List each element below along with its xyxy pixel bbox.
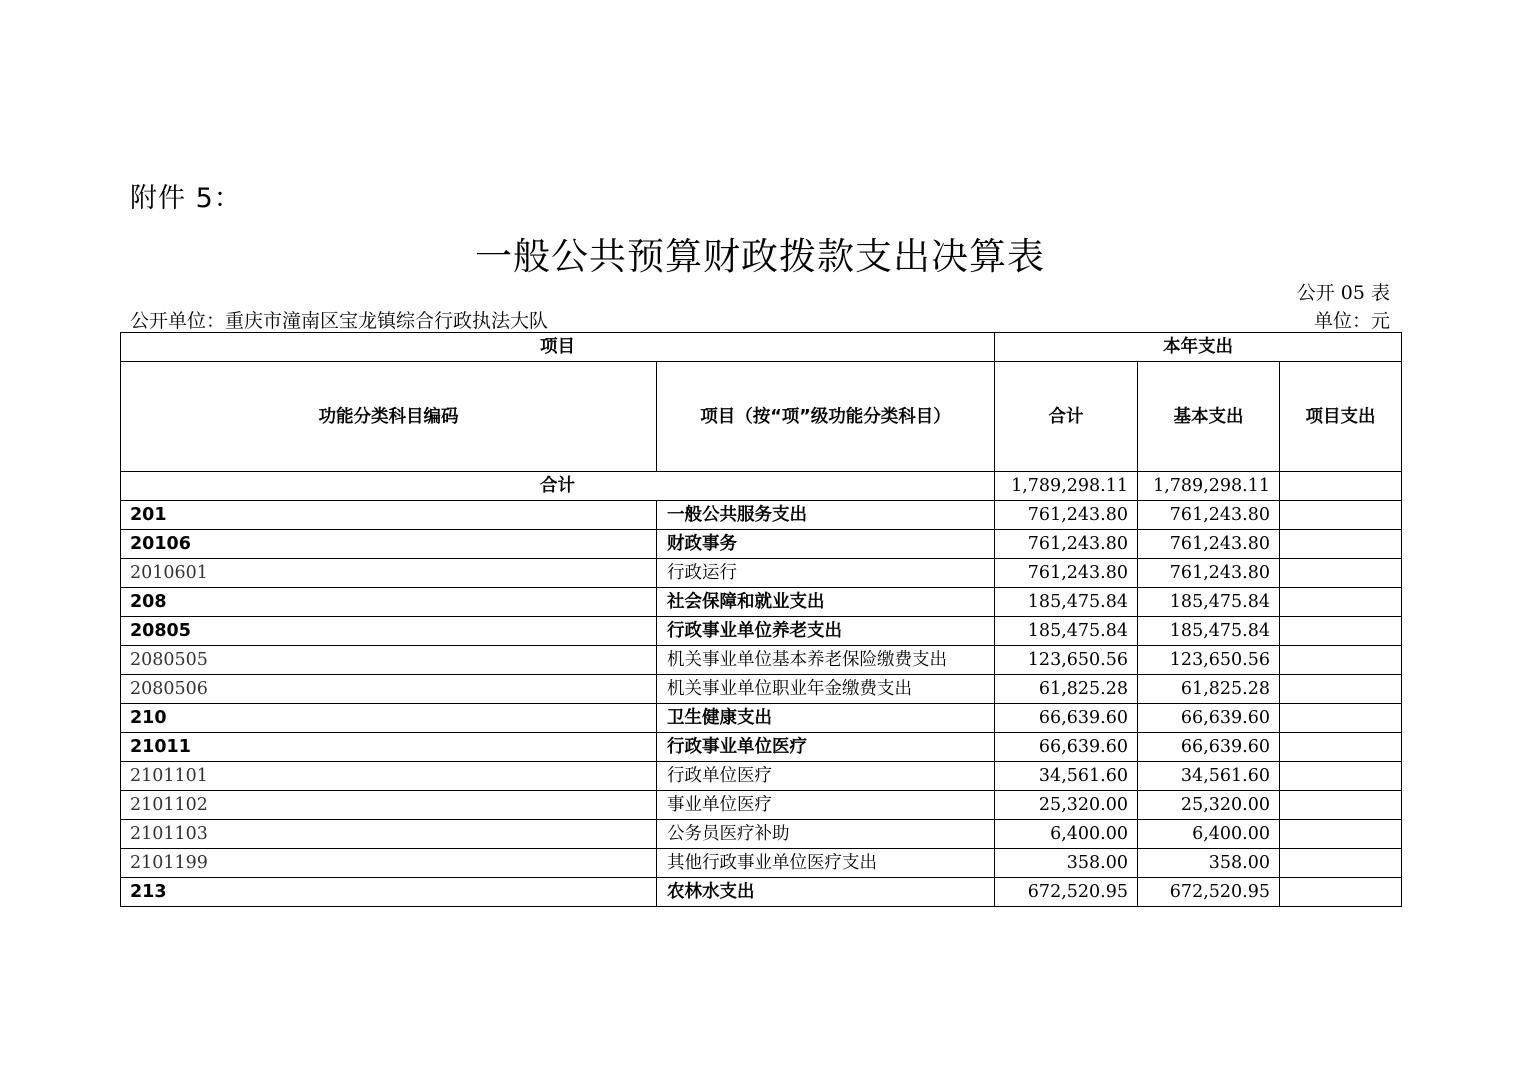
page-title: 一般公共预算财政拨款支出决算表: [475, 235, 1045, 278]
row-total: 185,475.84: [995, 617, 1138, 646]
row-name: 事业单位医疗: [657, 791, 995, 820]
row-total: 761,243.80: [995, 530, 1138, 559]
row-project: [1280, 762, 1402, 791]
reporting-unit: 公开单位：重庆市潼南区宝龙镇综合行政执法大队: [130, 310, 549, 332]
row-code: 2010601: [121, 559, 657, 588]
table-row: [121, 501, 1402, 530]
row-total: 672,520.95: [995, 878, 1138, 907]
row-code: 213: [121, 878, 657, 907]
row-total: 66,639.60: [995, 733, 1138, 762]
row-total: 123,650.56: [995, 646, 1138, 675]
row-code: 2080505: [121, 646, 657, 675]
row-basic: 25,320.00: [1138, 791, 1280, 820]
row-code: 210: [121, 704, 657, 733]
row-basic: 66,639.60: [1138, 733, 1280, 762]
header-row-groups: [121, 333, 1402, 362]
row-name: 卫生健康支出: [657, 704, 995, 733]
table-row: [121, 878, 1402, 907]
row-project: [1280, 849, 1402, 878]
table-code: 公开 05 表: [1296, 282, 1390, 304]
table-row: [121, 791, 1402, 820]
row-code: 2101102: [121, 791, 657, 820]
row-project: [1280, 878, 1402, 907]
attachment-label: 附件 5：: [130, 183, 242, 214]
row-basic: 672,520.95: [1138, 878, 1280, 907]
header-basic: 基本支出: [1138, 362, 1280, 472]
row-name: 社会保障和就业支出: [657, 588, 995, 617]
row-total: 761,243.80: [995, 501, 1138, 530]
row-total: 61,825.28: [995, 675, 1138, 704]
row-project: [1280, 704, 1402, 733]
row-project: [1280, 791, 1402, 820]
row-name: 行政事业单位医疗: [657, 733, 995, 762]
row-code: 2101101: [121, 762, 657, 791]
row-code: 2101103: [121, 820, 657, 849]
row-name: 公务员医疗补助: [657, 820, 995, 849]
row-code: 20805: [121, 617, 657, 646]
row-total: 761,243.80: [995, 559, 1138, 588]
row-project: [1280, 675, 1402, 704]
row-code: 20106: [121, 530, 657, 559]
row-code: 201: [121, 501, 657, 530]
row-name: 农林水支出: [657, 878, 995, 907]
row-project: [1280, 646, 1402, 675]
currency-unit: 单位：元: [1313, 310, 1390, 332]
total-basic: 1,789,298.11: [1138, 472, 1280, 501]
total-amount: 1,789,298.11: [995, 472, 1138, 501]
table-row: [121, 762, 1402, 791]
total-label: 合计: [121, 472, 995, 501]
table-row: [121, 820, 1402, 849]
row-total: 66,639.60: [995, 704, 1138, 733]
header-project: 项目支出: [1280, 362, 1402, 472]
row-basic: 761,243.80: [1138, 559, 1280, 588]
table-row: [121, 588, 1402, 617]
row-name: 机关事业单位基本养老保险缴费支出: [657, 646, 995, 675]
total-row: [121, 472, 1402, 501]
row-total: 358.00: [995, 849, 1138, 878]
row-basic: 61,825.28: [1138, 675, 1280, 704]
header-code: 功能分类科目编码: [121, 362, 657, 472]
table-row: [121, 646, 1402, 675]
row-project: [1280, 559, 1402, 588]
row-name: 机关事业单位职业年金缴费支出: [657, 675, 995, 704]
header-row-columns: [121, 362, 1402, 472]
table-row: [121, 530, 1402, 559]
row-basic: 761,243.80: [1138, 501, 1280, 530]
row-code: 2101199: [121, 849, 657, 878]
row-basic: 66,639.60: [1138, 704, 1280, 733]
row-basic: 185,475.84: [1138, 588, 1280, 617]
row-project: [1280, 733, 1402, 762]
row-name: 其他行政事业单位医疗支出: [657, 849, 995, 878]
table-row: [121, 704, 1402, 733]
table-row: [121, 733, 1402, 762]
row-total: 185,475.84: [995, 588, 1138, 617]
row-code: 21011: [121, 733, 657, 762]
row-project: [1280, 617, 1402, 646]
row-basic: 761,243.80: [1138, 530, 1280, 559]
header-total: 合计: [995, 362, 1138, 472]
table-row: [121, 559, 1402, 588]
header-project-group: 项目: [121, 333, 995, 362]
row-total: 34,561.60: [995, 762, 1138, 791]
row-name: 行政单位医疗: [657, 762, 995, 791]
row-basic: 6,400.00: [1138, 820, 1280, 849]
row-basic: 123,650.56: [1138, 646, 1280, 675]
row-name: 行政运行: [657, 559, 995, 588]
table-row: [121, 849, 1402, 878]
table-row: [121, 675, 1402, 704]
row-basic: 358.00: [1138, 849, 1280, 878]
row-total: 6,400.00: [995, 820, 1138, 849]
row-basic: 185,475.84: [1138, 617, 1280, 646]
row-project: [1280, 820, 1402, 849]
row-project: [1280, 530, 1402, 559]
total-project: [1280, 472, 1402, 501]
header-name: 项目（按“项”级功能分类科目）: [657, 362, 995, 472]
row-code: 2080506: [121, 675, 657, 704]
table-row: [121, 617, 1402, 646]
header-expense-group: 本年支出: [995, 333, 1402, 362]
row-total: 25,320.00: [995, 791, 1138, 820]
row-name: 财政事务: [657, 530, 995, 559]
row-code: 208: [121, 588, 657, 617]
row-project: [1280, 588, 1402, 617]
expenditure-table: [120, 332, 1402, 907]
row-name: 一般公共服务支出: [657, 501, 995, 530]
row-project: [1280, 501, 1402, 530]
row-name: 行政事业单位养老支出: [657, 617, 995, 646]
row-basic: 34,561.60: [1138, 762, 1280, 791]
